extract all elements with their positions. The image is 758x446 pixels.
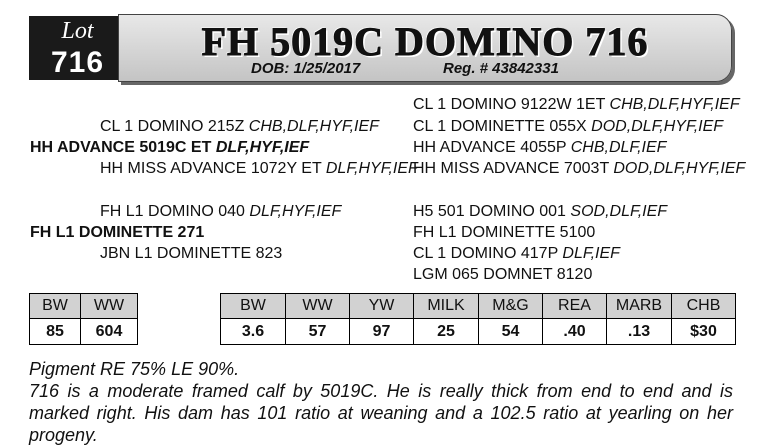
weights-header: WW [81,294,138,319]
lot-label: Lot [61,18,94,44]
pigment-note: Pigment RE 75% LE 90%. [29,359,240,379]
epd-header: MARB [607,294,672,319]
weights-value: 604 [81,319,138,345]
lot-number: 716 [50,46,105,79]
pedigree-dam: FH L1 DOMINETTE 271 [30,224,205,241]
epd-header: WW [286,294,350,319]
weights-value: 85 [30,319,81,345]
pedigree-sire-dam: HH MISS ADVANCE 1072Y ET DLF,HYF,IEF [100,160,418,177]
pedigree-dam-sire: FH L1 DOMINO 040 DLF,HYF,IEF [100,203,342,220]
registration-number: Reg. # 43842331 [443,60,559,77]
epd-header: YW [350,294,414,319]
pedigree-dam-sire-sire: H5 501 DOMINO 001 SOD,DLF,IEF [413,203,668,220]
epd-header: M&G [479,294,543,319]
birth-date: DOB: 1/25/2017 [251,60,361,77]
epd-value: 97 [350,319,414,345]
pedigree-dam-dam: JBN L1 DOMINETTE 823 [100,245,283,262]
epd-header: MILK [414,294,479,319]
epd-value: .13 [607,319,672,345]
epd-value: 54 [479,319,543,345]
pedigree-sire-dam-dam: HH MISS ADVANCE 7003T DOD,DLF,HYF,IEF [413,160,746,177]
pedigree-sire: HH ADVANCE 5019C ET DLF,HYF,IEF [30,139,310,156]
epd-table [220,293,736,345]
weights-header: BW [30,294,81,319]
header-banner [118,14,732,82]
pedigree-sire-sire-sire: CL 1 DOMINO 9122W 1ET CHB,DLF,HYF,IEF [413,96,740,113]
epd-value: $30 [672,319,736,345]
epd-value: 3.6 [221,319,286,345]
pedigree-dam-dam-sire: CL 1 DOMINO 417P DLF,IEF [413,245,620,262]
pedigree-sire-sire: CL 1 DOMINO 215Z CHB,DLF,HYF,IEF [100,118,379,135]
pedigree-sire-dam-sire: HH ADVANCE 4055P CHB,DLF,IEF [413,139,667,156]
animal-name: FH 5019C DOMINO 716 [201,19,649,64]
pedigree-dam-dam-dam: LGM 065 DOMNET 8120 [413,266,593,283]
epd-value: 57 [286,319,350,345]
pedigree-dam-sire-dam: FH L1 DOMINETTE 5100 [413,224,596,241]
epd-value: .40 [543,319,607,345]
epd-header: CHB [672,294,736,319]
epd-value: 25 [414,319,479,345]
lot-badge [29,16,126,80]
epd-header: REA [543,294,607,319]
epd-header: BW [221,294,286,319]
lot-description: 716 is a moderate framed calf by 5019C. He is really thick from end to end and is marked right. His dam has 101 ratio at weaning and a 102.5 ratio at yearling on her progeny. [29,381,733,445]
pedigree-sire-sire-dam: CL 1 DOMINETTE 055X DOD,DLF,HYF,IEF [413,118,724,135]
weights-table [29,293,138,345]
